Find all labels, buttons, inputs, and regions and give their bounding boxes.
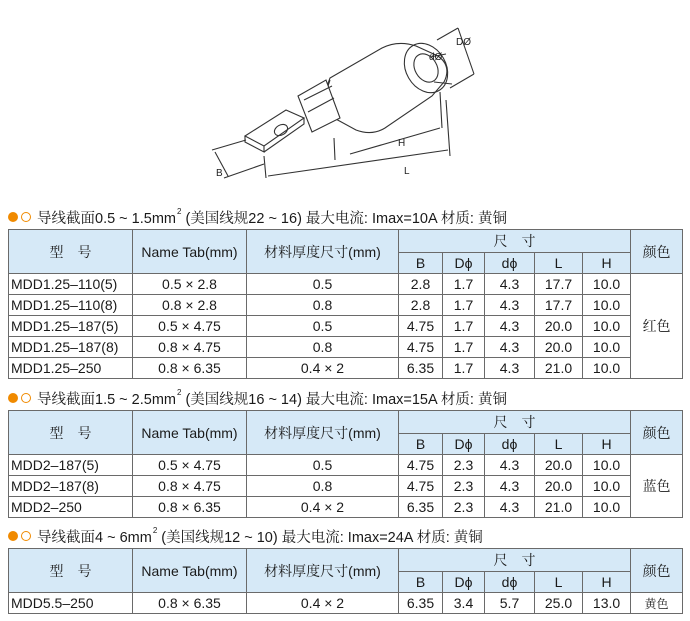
cell-tab: 0.5 × 4.75: [133, 316, 247, 337]
header-size: 尺寸: [399, 230, 631, 253]
cell-model: MDD1.25–187(8): [9, 337, 133, 358]
header-color: 颜色: [631, 411, 683, 455]
cell-tab: 0.8 × 6.35: [133, 593, 247, 614]
bullet-ring-icon: [21, 212, 31, 222]
header-l: L: [535, 572, 583, 593]
spec-table-2: [8, 410, 683, 518]
cell-d-outer: 3.4: [443, 593, 485, 614]
header-size: 尺寸: [399, 549, 631, 572]
header-b: B: [399, 253, 443, 274]
cell-d-inner: 4.3: [485, 497, 535, 518]
bullet-filled-icon: [8, 531, 18, 541]
cell-d-inner: 4.3: [485, 316, 535, 337]
cell-b: 6.35: [399, 497, 443, 518]
cell-d-inner: 4.3: [485, 295, 535, 316]
cell-d-outer: 1.7: [443, 295, 485, 316]
cell-d-inner: 5.7: [485, 593, 535, 614]
cell-d-outer: 2.3: [443, 497, 485, 518]
cell-thickness: 0.4 × 2: [247, 593, 399, 614]
cell-thickness: 0.8: [247, 476, 399, 497]
cell-thickness: 0.8: [247, 295, 399, 316]
label-h: H: [398, 138, 406, 149]
cell-h: 10.0: [583, 455, 631, 476]
cell-tab: 0.8 × 6.35: [133, 497, 247, 518]
label-b: B: [216, 168, 223, 179]
section-3-title-rest: (美国线规12 ~ 10) 最大电流: Imax=24A 材质: 黄铜: [161, 529, 483, 546]
label-d-inner: dØ: [429, 52, 443, 63]
cell-d-inner: 4.3: [485, 455, 535, 476]
section-1-title-main: 导线截面0.5 ~ 1.5mm: [37, 210, 176, 227]
cell-thickness: 0.8: [247, 337, 399, 358]
cell-b: 4.75: [399, 455, 443, 476]
header-d-outer: Dϕ: [443, 253, 485, 274]
header-d-inner: dϕ: [485, 434, 535, 455]
table-row: [9, 337, 683, 358]
header-size: 尺寸: [399, 411, 631, 434]
header-d-inner: dϕ: [485, 253, 535, 274]
cell-d-outer: 1.7: [443, 316, 485, 337]
header-l: L: [535, 434, 583, 455]
cell-l: 20.0: [535, 337, 583, 358]
cell-tab: 0.8 × 6.35: [133, 358, 247, 379]
header-l: L: [535, 253, 583, 274]
cell-thickness: 0.5: [247, 316, 399, 337]
spec-table-1: [8, 229, 683, 379]
table-row: [9, 295, 683, 316]
cell-color: 红色: [631, 274, 683, 379]
cell-tab: 0.8 × 4.75: [133, 337, 247, 358]
header-h: H: [583, 572, 631, 593]
table-row: [9, 593, 683, 614]
cell-model: MDD2–187(5): [9, 455, 133, 476]
header-thickness: 材料厚度尺寸(mm): [247, 230, 399, 274]
cell-l: 20.0: [535, 316, 583, 337]
table-row: [9, 455, 683, 476]
cell-tab: 0.8 × 4.75: [133, 476, 247, 497]
cell-color: 黄色: [631, 593, 683, 614]
bullet-filled-icon: [8, 393, 18, 403]
table-row: [9, 316, 683, 337]
cell-l: 21.0: [535, 497, 583, 518]
section-1-title: [8, 206, 507, 228]
cell-d-outer: 2.3: [443, 476, 485, 497]
section-2-title-main: 导线截面1.5 ~ 2.5mm: [37, 391, 176, 408]
cell-tab: 0.8 × 2.8: [133, 295, 247, 316]
cell-b: 6.35: [399, 593, 443, 614]
header-b: B: [399, 572, 443, 593]
cell-d-inner: 4.3: [485, 358, 535, 379]
header-name-tab: Name Tab(mm): [133, 549, 247, 593]
cell-b: 2.8: [399, 274, 443, 295]
cell-model: MDD1.25–110(5): [9, 274, 133, 295]
header-d-outer: Dϕ: [443, 572, 485, 593]
cell-model: MDD1.25–110(8): [9, 295, 133, 316]
cell-h: 10.0: [583, 295, 631, 316]
table-row: [9, 476, 683, 497]
cell-d-inner: 4.3: [485, 337, 535, 358]
header-d-outer: Dϕ: [443, 434, 485, 455]
section-3-title-sup: 2: [152, 525, 158, 535]
cell-thickness: 0.4 × 2: [247, 497, 399, 518]
table-row: [9, 358, 683, 379]
cell-b: 2.8: [399, 295, 443, 316]
section-2-title-rest: (美国线规16 ~ 14) 最大电流: Imax=15A 材质: 黄铜: [185, 391, 507, 408]
cell-l: 17.7: [535, 274, 583, 295]
header-model: 型号: [9, 411, 133, 455]
bullet-ring-icon: [21, 393, 31, 403]
header-model: 型号: [9, 230, 133, 274]
cell-l: 21.0: [535, 358, 583, 379]
cell-model: MDD1.25–250: [9, 358, 133, 379]
cell-l: 20.0: [535, 476, 583, 497]
header-thickness: 材料厚度尺寸(mm): [247, 411, 399, 455]
cell-h: 10.0: [583, 497, 631, 518]
cell-model: MDD2–187(8): [9, 476, 133, 497]
cell-model: MDD1.25–187(5): [9, 316, 133, 337]
header-name-tab: Name Tab(mm): [133, 230, 247, 274]
bullet-ring-icon: [21, 531, 31, 541]
cell-b: 4.75: [399, 316, 443, 337]
section-2-title: [8, 387, 507, 409]
table-row: [9, 274, 683, 295]
header-model: 型号: [9, 549, 133, 593]
cell-d-outer: 2.3: [443, 455, 485, 476]
label-d-outer: DØ: [456, 37, 471, 48]
cell-model: MDD2–250: [9, 497, 133, 518]
cell-h: 10.0: [583, 274, 631, 295]
cell-l: 17.7: [535, 295, 583, 316]
cell-h: 10.0: [583, 358, 631, 379]
cell-h: 10.0: [583, 476, 631, 497]
cell-d-outer: 1.7: [443, 337, 485, 358]
header-color: 颜色: [631, 549, 683, 593]
cell-model: MDD5.5–250: [9, 593, 133, 614]
cell-b: 4.75: [399, 337, 443, 358]
header-h: H: [583, 434, 631, 455]
cell-d-outer: 1.7: [443, 274, 485, 295]
cell-color: 蓝色: [631, 455, 683, 518]
section-1-title-rest: (美国线规22 ~ 16) 最大电流: Imax=10A 材质: 黄铜: [185, 210, 507, 227]
cell-d-inner: 4.3: [485, 476, 535, 497]
cell-d-outer: 1.7: [443, 358, 485, 379]
cell-h: 13.0: [583, 593, 631, 614]
cell-thickness: 0.5: [247, 455, 399, 476]
section-3-title-main: 导线截面4 ~ 6mm: [37, 529, 152, 546]
cell-b: 4.75: [399, 476, 443, 497]
label-l: L: [404, 166, 410, 177]
cell-tab: 0.5 × 2.8: [133, 274, 247, 295]
cell-l: 25.0: [535, 593, 583, 614]
terminal-drawing: [0, 0, 690, 205]
header-h: H: [583, 253, 631, 274]
bullet-filled-icon: [8, 212, 18, 222]
cell-l: 20.0: [535, 455, 583, 476]
cell-thickness: 0.5: [247, 274, 399, 295]
cell-thickness: 0.4 × 2: [247, 358, 399, 379]
header-thickness: 材料厚度尺寸(mm): [247, 549, 399, 593]
cell-tab: 0.5 × 4.75: [133, 455, 247, 476]
cell-b: 6.35: [399, 358, 443, 379]
section-1-title-sup: 2: [177, 206, 182, 216]
table-row: [9, 497, 683, 518]
header-name-tab: Name Tab(mm): [133, 411, 247, 455]
section-3-title: [8, 525, 483, 547]
cell-h: 10.0: [583, 337, 631, 358]
spec-table-3: [8, 548, 683, 614]
header-d-inner: dϕ: [485, 572, 535, 593]
section-2-title-sup: 2: [177, 387, 182, 397]
cell-h: 10.0: [583, 316, 631, 337]
header-color: 颜色: [631, 230, 683, 274]
cell-d-inner: 4.3: [485, 274, 535, 295]
header-b: B: [399, 434, 443, 455]
